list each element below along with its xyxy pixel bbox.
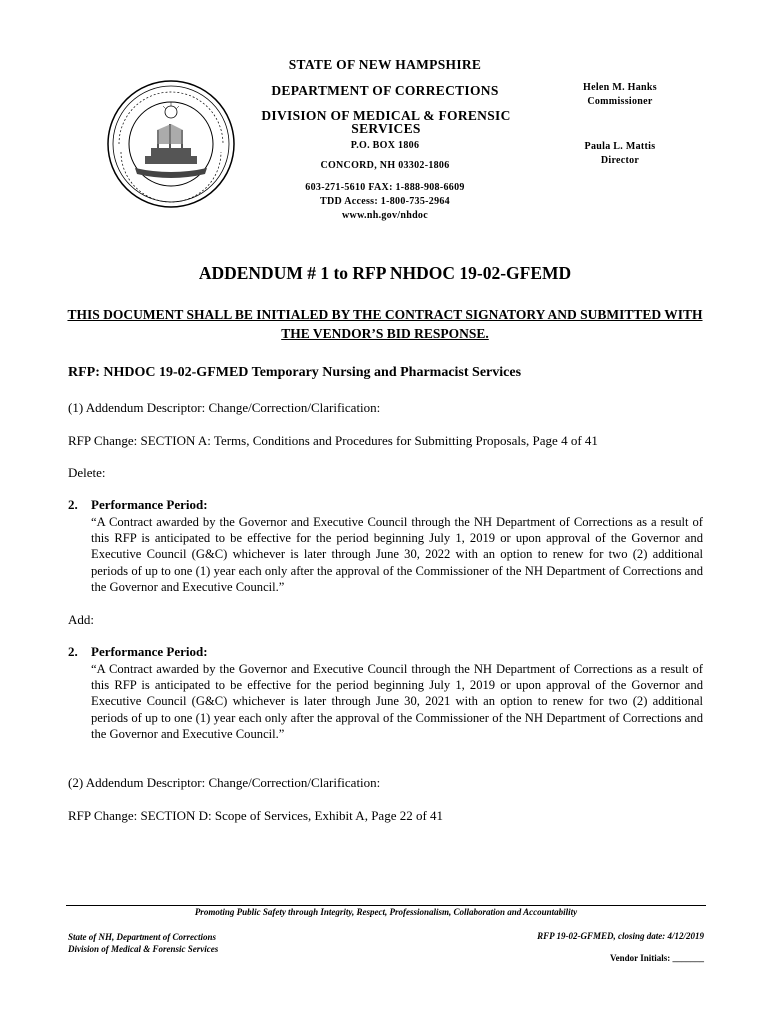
item1-add-label: Add: — [68, 612, 94, 627]
footer-motto: Promoting Public Safety through Integrity, Respect, Professionalism, Collaboration and Accountability — [194, 907, 578, 917]
header-division: DIVISION OF MEDICAL & FORENSIC SERVICES — [261, 108, 511, 136]
rfp-subject: RFP: NHDOC 19-02-GFMED Temporary Nursing and Pharmacist Services — [68, 365, 522, 380]
item1-delete-number: 2. — [68, 497, 78, 512]
signatory-notice: THIS DOCUMENT SHALL BE INITIALED BY THE CONTRACT SIGNATORY AND SUBMITTED WITH THE VENDOR’S BID RESPONSE. — [67, 307, 703, 341]
header-website: www.nh.gov/nhdoc — [342, 210, 428, 221]
director-title: Director — [600, 155, 640, 166]
state-seal-icon — [105, 78, 237, 210]
item1-add-number: 2. — [68, 644, 78, 659]
commissioner-block — [555, 81, 685, 109]
header-tdd: TDD Access: 1-800-735-2964 — [319, 196, 450, 207]
header-city: CONCORD, NH 03302-1806 — [320, 160, 450, 171]
header-department: DEPARTMENT OF CORRECTIONS — [271, 83, 499, 98]
item1-delete-heading: Performance Period: — [91, 497, 208, 512]
commissioner-title: Commissioner — [587, 96, 653, 107]
header-phone-fax: 603-271-5610 FAX: 1-888-908-6609 — [305, 182, 465, 193]
item1-add-text: “A Contract awarded by the Governor and Executive Council through the NH Department of Corrections as a result of this RFP is anticipated to be effective for the period beginning July 1, 2019 or upon approval of the Governor and Executive Council (G&C) whichever is later through June 30, 2021 with an option to renew for two (2) additional periods of up to one (1) year each only after the approval of the Commissioner of the NH Department of Corrections and the Governor and Executive Council.” — [91, 662, 703, 741]
item2-change: RFP Change: SECTION D: Scope of Services, Exhibit A, Page 22 of 41 — [68, 808, 444, 823]
commissioner-name: Helen M. Hanks — [583, 82, 657, 93]
director-name: Paula L. Mattis — [584, 141, 656, 152]
footer-rfp-closing: RFP 19-02-GFMED, closing date: 4/12/2019 — [537, 931, 704, 941]
footer-left-line2: Division of Medical & Forensic Services — [68, 944, 219, 954]
item1-change: RFP Change: SECTION A: Terms, Conditions and Procedures for Submitting Proposals, Page 4 of 41 — [68, 433, 598, 448]
footer-divider — [66, 905, 706, 906]
item1-delete-text: “A Contract awarded by the Governor and Executive Council through the NH Department of Corrections as a result of this RFP is anticipated to be effective for the period beginning July 1, 2019 or upon approval of the Governor and Executive Council (G&C) whichever is later through June 30, 2022 with an option to renew for two (2) additional periods of up to one (1) year each only after the approval of the Commissioner of the NH Department of Corrections and the Governor and Executive Council.” — [91, 515, 703, 594]
item2-descriptor: (2) Addendum Descriptor: Change/Correction/Clarification: — [68, 775, 381, 790]
vendor-initials: Vendor Initials: _______ — [609, 953, 704, 963]
item1-add-heading: Performance Period: — [91, 644, 208, 659]
header-po-box: P.O. BOX 1806 — [350, 140, 420, 151]
footer-left — [68, 931, 218, 955]
document-title: ADDENDUM # 1 to RFP NHDOC 19-02-GFEMD — [198, 263, 572, 283]
director-block — [555, 140, 685, 168]
footer-left-line1: State of NH, Department of Corrections — [68, 932, 216, 942]
item1-delete-label: Delete: — [68, 465, 106, 480]
item1-descriptor: (1) Addendum Descriptor: Change/Correction/Clarification: — [68, 400, 381, 415]
header-state: STATE OF NEW HAMPSHIRE — [288, 57, 482, 72]
